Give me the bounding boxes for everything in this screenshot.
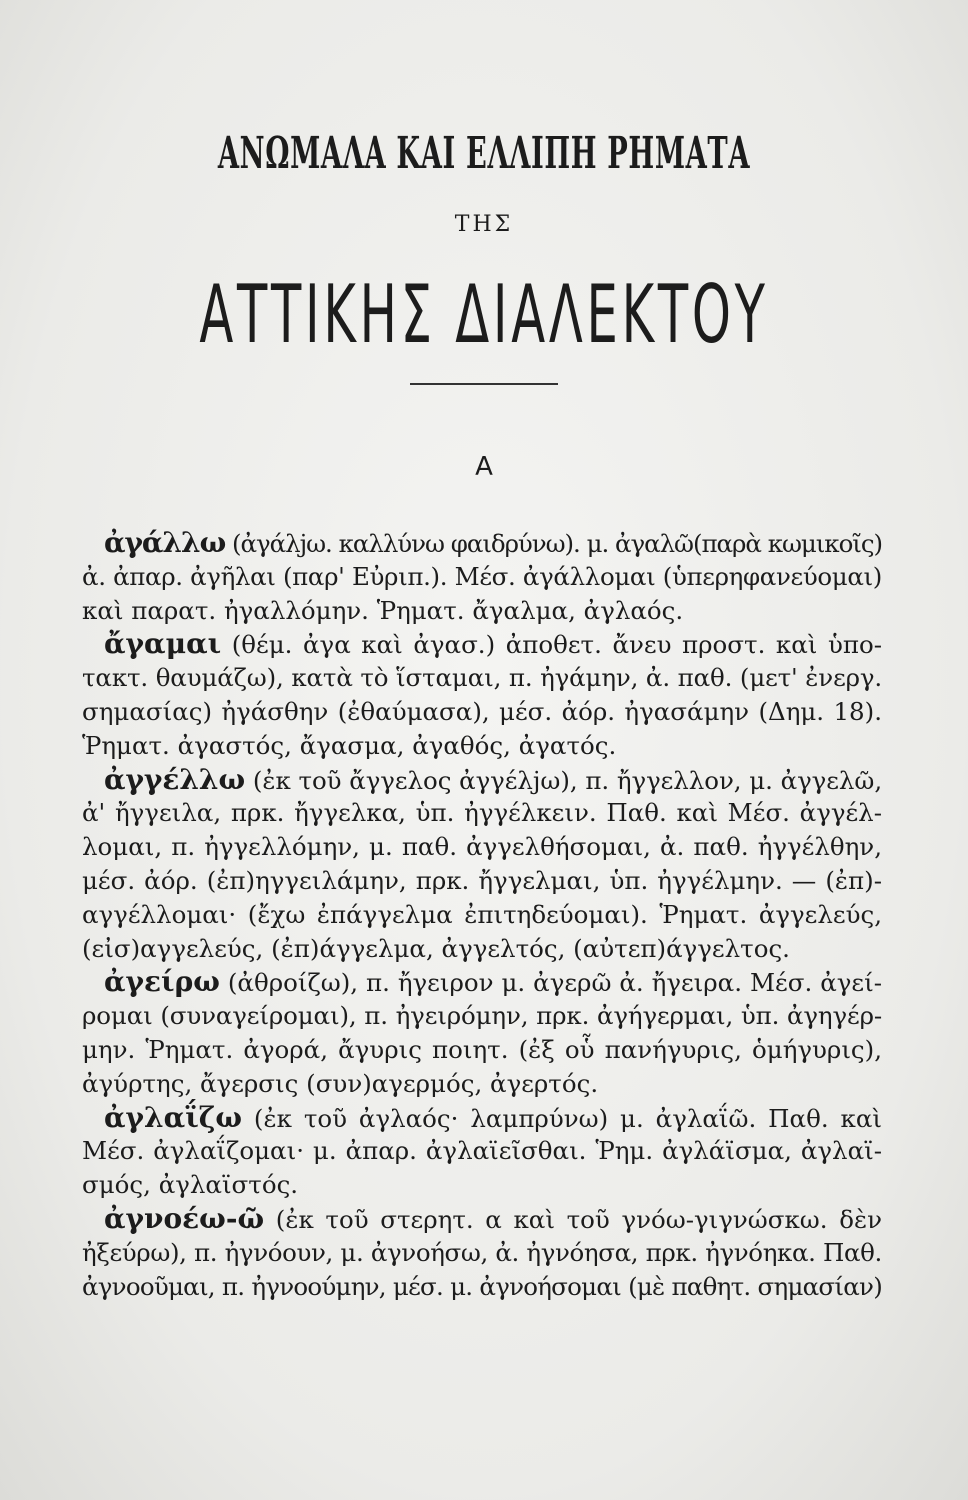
headword: ἀγλαΐζω <box>104 1100 243 1134</box>
text-line <box>82 864 882 898</box>
line-text: ἠξεύρω), π. ἠγνόουν, μ. ἀγνοήσω, ἀ. ἠγνόησα, πρκ. ἠγνόηκα. Παθ. <box>82 1237 882 1267</box>
text-line <box>82 898 882 932</box>
line-text: (ἐκ τοῦ ἄγγελος ἀγγέλjω), π. ἤγγελλον, μ. ἀγγελῶ, <box>245 765 883 795</box>
text-line <box>82 661 882 695</box>
headword: ἀγείρω <box>104 965 220 999</box>
line-text: (ἐκ τοῦ στερητ. α καὶ τοῦ γνόω-γιγνώσκω. δὲν <box>264 1204 882 1234</box>
line-text: Μέσ. ἀγλαΐζομαι· μ. ἀπαρ. ἀγλαϊεῖσθαι. Ῥημ. ἀγλάϊσμα, ἀγλαϊ- <box>82 1136 882 1166</box>
text-line <box>82 1270 882 1304</box>
line-text: ἀγνοοῦμαι, π. ἠγνοούμην, μέσ. μ. ἀγνοήσομαι (μὲ παθητ. σημασίαν) <box>82 1271 882 1301</box>
text-line <box>82 999 882 1033</box>
line-text: καὶ παρατ. ἠγαλλόμην. Ῥηματ. ἄγαλμα, ἀγλαός. <box>82 595 684 625</box>
title-line-2: ΤΗΣ <box>454 212 514 237</box>
text-line <box>82 763 882 797</box>
text-line <box>82 1236 882 1270</box>
line-text: ἀγύρτης, ἄγερσις (συν)αγερμός, ἀγερτός. <box>82 1068 599 1098</box>
line-text: μην. Ῥηματ. ἀγορά, ἄγυρις ποιητ. (ἐξ οὗ πανήγυρις, ὁμήγυρις), <box>82 1034 882 1064</box>
text-line <box>82 830 882 864</box>
text-line <box>82 796 882 830</box>
line-text: λομαι, π. ἠγγελλόμην, μ. παθ. ἀγγελθήσομαι, ἀ. παθ. ἠγγέλθην, <box>82 832 882 862</box>
headword: ἄγαμαι <box>104 627 222 661</box>
line-text: τακτ. θαυμάζω), κατὰ τὸ ἵσταμαι, π. ἠγάμην, ἀ. παθ. (μετ' ἐνεργ. <box>82 663 883 693</box>
headword: ἀγνοέω-ῶ <box>104 1201 265 1235</box>
text-line <box>82 1168 882 1202</box>
line-text: ρομαι (συναγείρομαι), π. ἠγειρόμην, πρκ. ἀγήγερμαι, ὑπ. ἀγηγέρ- <box>82 1001 882 1031</box>
line-text: (εἰσ)αγγελεύς, (ἐπ)άγγελμα, ἀγγελτός, (αὐτεπ)άγγελτος. <box>82 933 790 963</box>
title-line-3: ΑΤΤΙΚΗΣ ΔΙΑΛΕΚΤΟΥ <box>199 268 769 361</box>
title-line-1: ΑΝΩΜΑΛΑ ΚΑΙ ΕΛΛΙΠΗ ΡΗΜΑΤΑ <box>217 128 751 179</box>
text-line <box>82 1134 882 1168</box>
dictionary-entries <box>82 526 882 1303</box>
text-line <box>82 1202 882 1236</box>
text-line <box>82 729 882 763</box>
text-line <box>82 1067 882 1101</box>
headword: ἀγγέλλω <box>104 762 246 796</box>
line-text: ἀ. ἀπαρ. ἀγῆλαι (παρ' Εὐριπ.). Μέσ. ἀγάλλομαι (ὑπερηφανεύομαι) <box>82 561 882 591</box>
line-text: σημασίας) ἠγάσθην (ἐθαύμασα), μέσ. ἀόρ. ἠγασάμην (Δημ. 18). <box>82 696 882 726</box>
text-line <box>82 627 882 661</box>
section-letter: Α <box>475 452 493 482</box>
text-line <box>82 932 882 966</box>
text-line <box>82 560 882 594</box>
line-text: ἀ' ἤγγειλα, πρκ. ἤγγελκα, ὑπ. ἠγγέλκειν. Παθ. καὶ Μέσ. ἀγγέλ- <box>82 798 882 828</box>
line-text: Ῥηματ. ἀγαστός, ἄγασμα, ἀγαθός, ἀγατός. <box>82 730 617 760</box>
text-line <box>82 1033 882 1067</box>
line-text: μέσ. ἀόρ. (ἐπ)ηγγειλάμην, πρκ. ἤγγελμαι, ὑπ. ἠγγέλμην. — (ἐπ)- <box>82 865 882 895</box>
line-text: (ἀθροίζω), π. ἤγειρον μ. ἀγερῶ ἀ. ἤγειρα. Μέσ. ἀγεί- <box>219 968 882 998</box>
line-text: (ἀγάλjω. καλλύνω φαιδρύνω). μ. ἀγαλῶ(παρὰ κωμικοῖς) <box>225 529 882 558</box>
headword: ἀγάλλω <box>104 526 226 559</box>
line-text: (ἐκ τοῦ ἀγλαός· λαμπρύνω) μ. ἀγλαΐῶ. Παθ. καὶ <box>242 1103 882 1133</box>
line-text: αγγέλλομαι· (ἔχω ἐπάγγελμα ἐπιτηδεύομαι). Ῥηματ. ἀγγελεύς, <box>82 899 882 929</box>
line-text: (θέμ. ἀγα καὶ ἀγασ.) ἀποθετ. ἄνευ προστ. καὶ ὑπο- <box>221 630 882 660</box>
text-line <box>82 965 882 999</box>
text-line <box>82 695 882 729</box>
text-line <box>82 594 882 628</box>
title-rule <box>410 383 558 385</box>
line-text: σμός, ἀγλαϊστός. <box>82 1170 299 1200</box>
text-line <box>82 526 882 560</box>
text-line <box>82 1101 882 1135</box>
